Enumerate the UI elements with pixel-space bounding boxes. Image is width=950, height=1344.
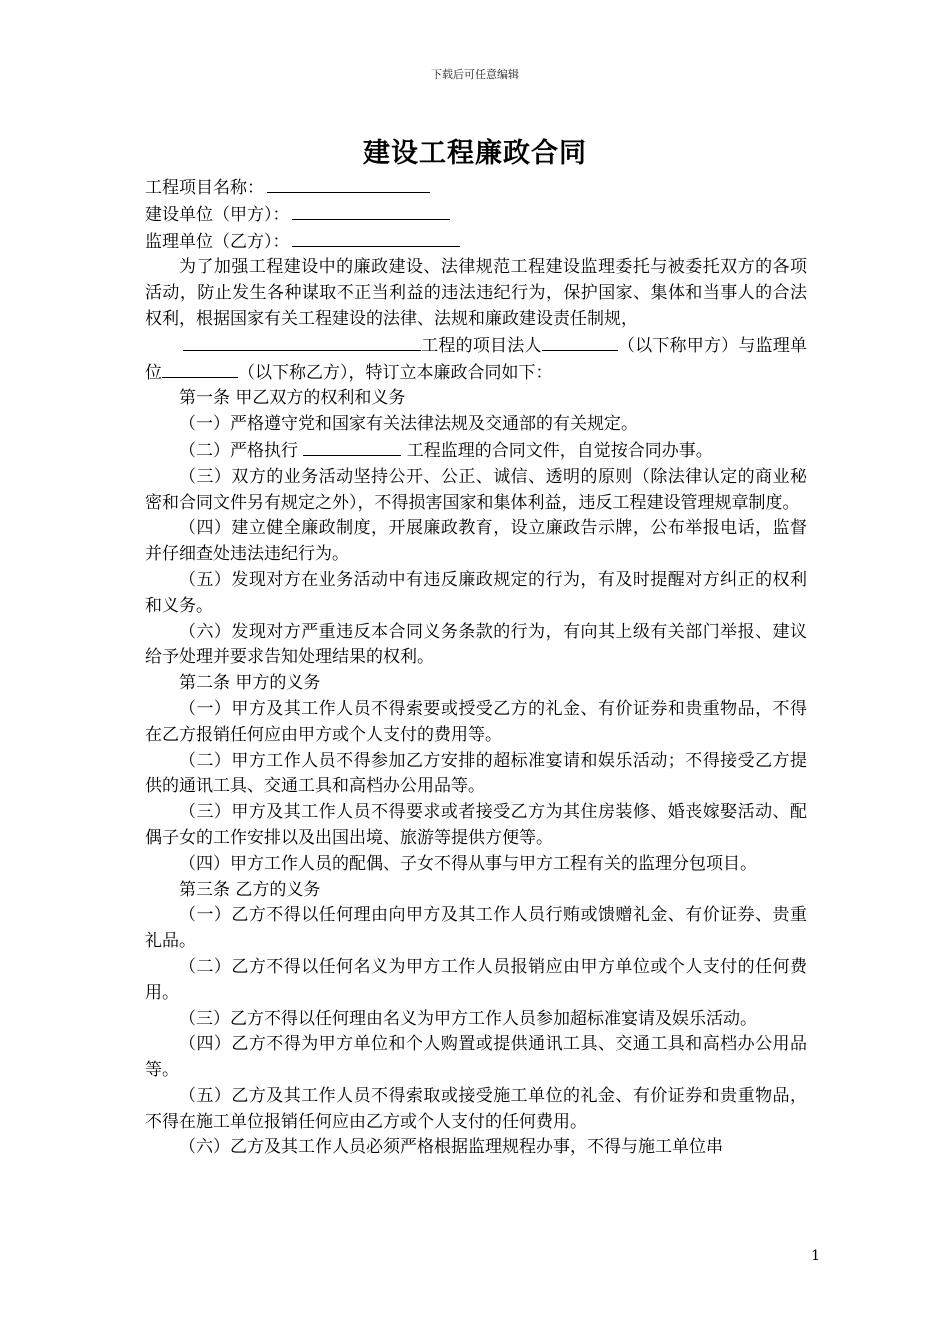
article-3-item-2: （二）乙方不得以任何名义为甲方工作人员报销应由甲方单位或个人支付的任何费用。 [145, 956, 807, 1003]
article-2-item-3: （三）甲方及其工作人员不得要求或者接受乙方为其住房装修、婚丧嫁娶活动、配偶子女的工作安排以及出国出境、旅游等提供方便等。 [145, 802, 807, 848]
party-b-blank [292, 229, 460, 247]
article-2-item-4: （四）甲方工作人员的配偶、子女不得从事与甲方工程有关的监理分包项目。 [179, 853, 757, 874]
article-2-item-2: （二）甲方工作人员不得参加乙方安排的超标准宴请和娱乐活动；不得接受乙方提供的通讯工具、交通工具和高档办公用品等。 [145, 750, 807, 797]
project-blank [183, 333, 421, 351]
article-1-item-1: （一）严格遵守党和国家有关法律法规及交通部的有关规定。 [179, 414, 638, 435]
article-3-heading: 第三条 乙方的义务 [179, 879, 321, 900]
document-body [145, 175, 807, 1161]
party-a-label: 建设单位（甲方）： [145, 204, 290, 225]
article-3-item-6: （六）乙方及其工作人员必须严格根据监理规程办事，不得与施工单位串 [179, 1137, 723, 1158]
statement-part2: （以下称甲方）与监理单位 [145, 335, 808, 383]
article-2-heading: 第二条 甲方的义务 [179, 673, 321, 694]
statement-part3: （以下称乙方），特订立本廉政合同如下： [238, 362, 553, 383]
intro-paragraph: 为了加强工程建设中的廉政建设、法律规范工程建设监理委托与被委托双方的各项活动，防止发生各种谋取不正当利益的违法违纪行为，保护国家、集体和当事人的合法权利，根据国家有关工程建设的法律、法规和廉政建设责任制规， [145, 257, 807, 329]
project-name-blank [267, 175, 430, 193]
article-1-item-6: （六）发现对方严重违反本合同义务条款的行为，有向其上级有关部门举报、建议给予处理并要求告知处理结果的权利。 [145, 621, 807, 668]
contract-blank [303, 438, 401, 456]
article-3-item-5: （五）乙方及其工作人员不得索取或接受施工单位的礼金、有价证券和贵重物品，不得在施工单位报销任何应由乙方或个人支付的任何费用。 [145, 1085, 807, 1132]
supervisor-blank [162, 360, 238, 378]
article-1-item-4: （四）建立健全廉政制度，开展廉政教育，设立廉政告示牌，公布举报电话，监督并仔细查处违法违纪行为。 [145, 518, 807, 565]
article-1-item-3: （三）双方的业务活动坚持公开、公正、诚信、透明的原则（除法律认定的商业秘密和合同文件另有规定之外），不得损害国家和集体利益，违反工程建设管理规章制度。 [145, 466, 807, 513]
party-b-field [145, 229, 807, 256]
article-1-item-2-pre: （二）严格执行 [179, 440, 304, 461]
article-3-item-4: （四）乙方不得为甲方单位和个人购置或提供通讯工具、交通工具和高档办公用品等。 [145, 1034, 807, 1081]
page-header-note: 下载后可任意编辑 [431, 68, 519, 81]
party-b-label: 监理单位（乙方）： [145, 231, 290, 252]
party-a-field [145, 202, 807, 229]
article-2-item-1: （一）甲方及其工作人员不得索要或授受乙方的礼金、有价证券和贵重物品，不得在乙方报销任何应由甲方或个人支付的费用等。 [145, 698, 807, 745]
project-name-field [145, 175, 807, 202]
article-3-item-1: （一）乙方不得以任何理由向甲方及其工作人员行贿或馈赠礼金、有价证券、贵重礼品。 [145, 905, 807, 952]
article-1-heading: 第一条 甲乙双方的权利和义务 [179, 388, 406, 409]
legal-person-blank [542, 333, 618, 351]
article-1-item-2-post: 工程监理的合同文件，自觉按合同办事。 [401, 440, 713, 461]
article-3-item-3: （三）乙方不得以任何理由名义为甲方工作人员参加超标准宴请及娱乐活动。 [179, 1008, 757, 1029]
statement-part1: 工程的项目法人 [421, 335, 542, 356]
article-1-item-5: （五）发现对方在业务活动中有违反廉政规定的行为，有及时提醒对方纠正的权利和义务。 [145, 569, 807, 616]
article-1-item-2 [145, 438, 807, 465]
statement-paragraph [145, 333, 807, 387]
party-a-blank [292, 202, 450, 220]
page-number: 1 [811, 1248, 820, 1264]
project-name-label: 工程项目名称： [145, 178, 264, 198]
document-title: 建设工程廉政合同 [363, 138, 587, 169]
